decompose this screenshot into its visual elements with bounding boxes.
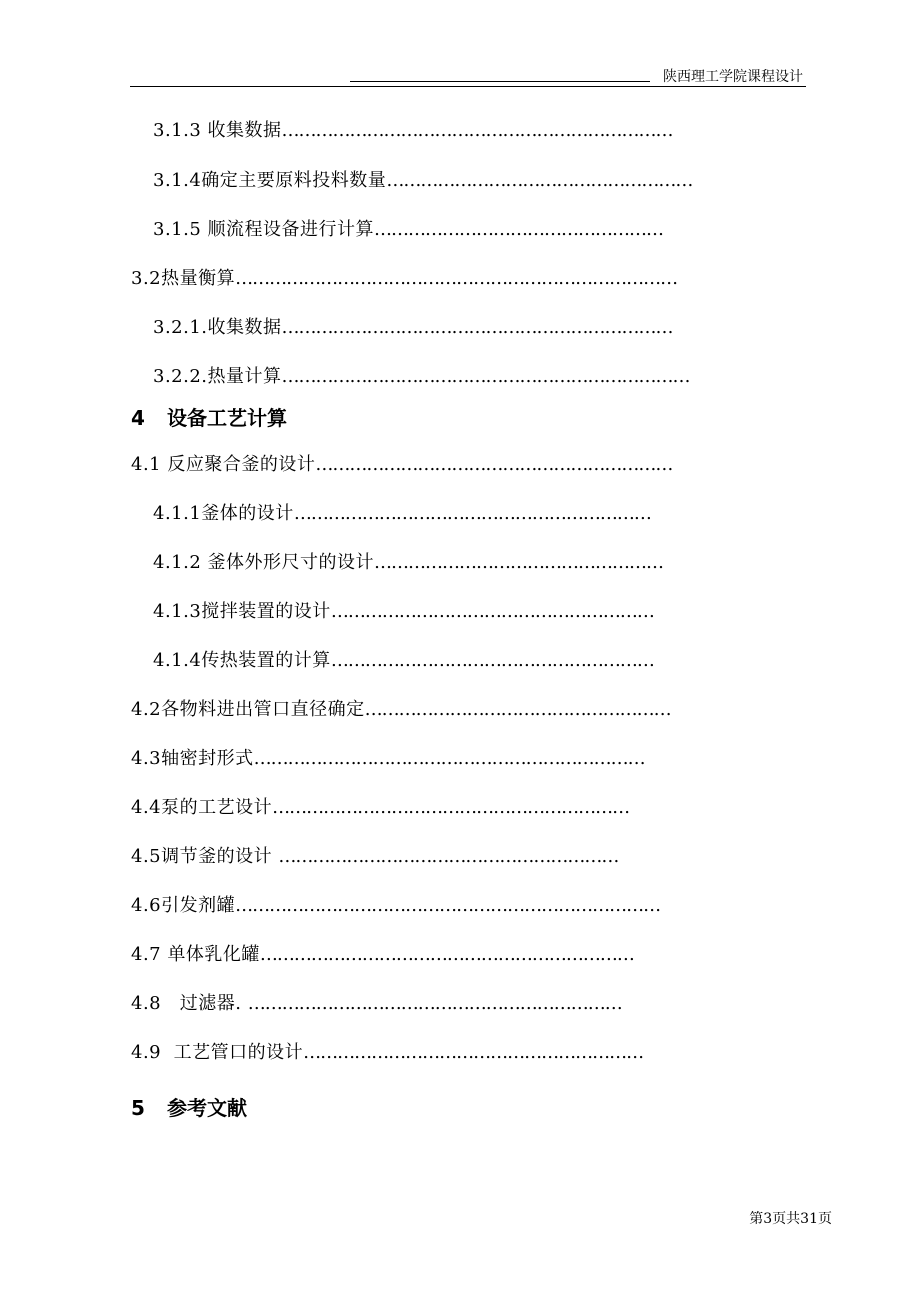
toc-entry-leader: ………………………………………………………… <box>259 944 634 965</box>
toc-entry-title: 3.2热量衡算 <box>131 268 236 289</box>
toc-entry-title: 4.6引发剂罐 <box>131 895 236 916</box>
toc-entry-leader: ……………………………………………………… <box>272 797 630 818</box>
toc-entry-title: 4.3轴密封形式 <box>131 748 254 769</box>
toc-entry <box>153 503 651 525</box>
toc-entry-leader: ……………………………………………………… <box>315 454 673 475</box>
toc-entry <box>131 748 645 770</box>
toc-entry <box>153 219 663 241</box>
toc-entry <box>153 120 673 142</box>
toc-entry <box>131 699 671 721</box>
toc-entry <box>153 317 673 339</box>
toc-heading <box>131 1092 247 1121</box>
toc-heading-title: 参考文献 <box>167 1096 247 1120</box>
toc-entry-title: 3.1.4确定主要原料投料数量 <box>153 170 387 191</box>
toc-entry <box>153 366 690 388</box>
toc-entry-leader: ………………………………………………… <box>330 601 654 622</box>
toc-entry-title: 4.7 单体乳化罐 <box>131 944 260 965</box>
toc-entry <box>131 895 660 917</box>
toc-entry <box>153 650 654 672</box>
header-underline <box>350 81 650 82</box>
toc-entry-title: 4.1 反应聚合釜的设计 <box>131 454 316 475</box>
toc-entry-leader: …………………………………………………………… <box>253 748 645 769</box>
toc-entry <box>153 552 663 574</box>
header-rule <box>130 86 806 87</box>
toc-entry <box>131 1042 643 1064</box>
toc-entry-leader: ………………………………………………… <box>330 650 654 671</box>
toc-entry-title: 4.1.3搅拌装置的设计 <box>153 601 331 622</box>
toc-entry-leader: …………………………………………… <box>374 552 664 573</box>
toc-entry <box>131 797 629 819</box>
toc-entry <box>131 993 622 1015</box>
toc-entry <box>131 454 672 476</box>
toc-entry-title: 4.9 工艺管口的设计 <box>131 1042 304 1063</box>
toc-entry-title: 4.4泵的工艺设计 <box>131 797 273 818</box>
toc-heading-number: 5 <box>131 1096 145 1120</box>
toc-entry-leader: ………………………………………………………… <box>247 993 622 1014</box>
toc-entry-leader: …………………………………………………………… <box>281 317 673 338</box>
toc-entry-title: 4.1.1釜体的设计 <box>153 503 294 524</box>
toc-entry-title: 3.1.3 收集数据 <box>153 120 282 141</box>
page-number: 第3页共31页 <box>749 1211 832 1227</box>
toc-entry <box>131 944 634 966</box>
toc-entry <box>131 268 677 290</box>
toc-entry-title: 3.1.5 顺流程设备进行计算 <box>153 219 375 240</box>
toc-entry-leader: …………………………………………………… <box>278 846 619 867</box>
toc-entry-leader: …………………………………………………………………… <box>235 268 678 289</box>
toc-heading-number: 4 <box>131 406 145 430</box>
header-title: 陕西理工学院课程设计 <box>663 69 803 85</box>
toc-entry-title: 4.2各物料进出管口直径确定 <box>131 699 365 720</box>
toc-heading <box>131 402 287 431</box>
toc-entry-leader: ……………………………………………… <box>386 170 693 191</box>
toc-entry-leader: ……………………………………………………… <box>293 503 651 524</box>
toc-entry-title: 3.2.1.收集数据 <box>153 317 282 338</box>
toc-entry-title: 4.8 过滤器. <box>131 993 248 1014</box>
toc-entry <box>153 170 692 192</box>
toc-entry-leader: ………………………………………………………………… <box>235 895 661 916</box>
toc-entry <box>153 601 654 623</box>
toc-entry-leader: ……………………………………………… <box>364 699 671 720</box>
toc-entry-title: 3.2.2.热量计算 <box>153 366 282 387</box>
toc-entry-leader: …………………………………………… <box>374 219 664 240</box>
toc-entry-leader: …………………………………………………………… <box>281 120 673 141</box>
toc-entry-title: 4.5调节釜的设计 <box>131 846 279 867</box>
toc-heading-title: 设备工艺计算 <box>167 406 287 430</box>
toc-entry <box>131 846 618 868</box>
toc-entry-title: 4.1.4传热装置的计算 <box>153 650 331 671</box>
toc-entry-leader: ……………………………………………………………… <box>281 366 690 387</box>
toc-entry-leader: …………………………………………………… <box>303 1042 644 1063</box>
toc-entry-title: 4.1.2 釜体外形尺寸的设计 <box>153 552 375 573</box>
